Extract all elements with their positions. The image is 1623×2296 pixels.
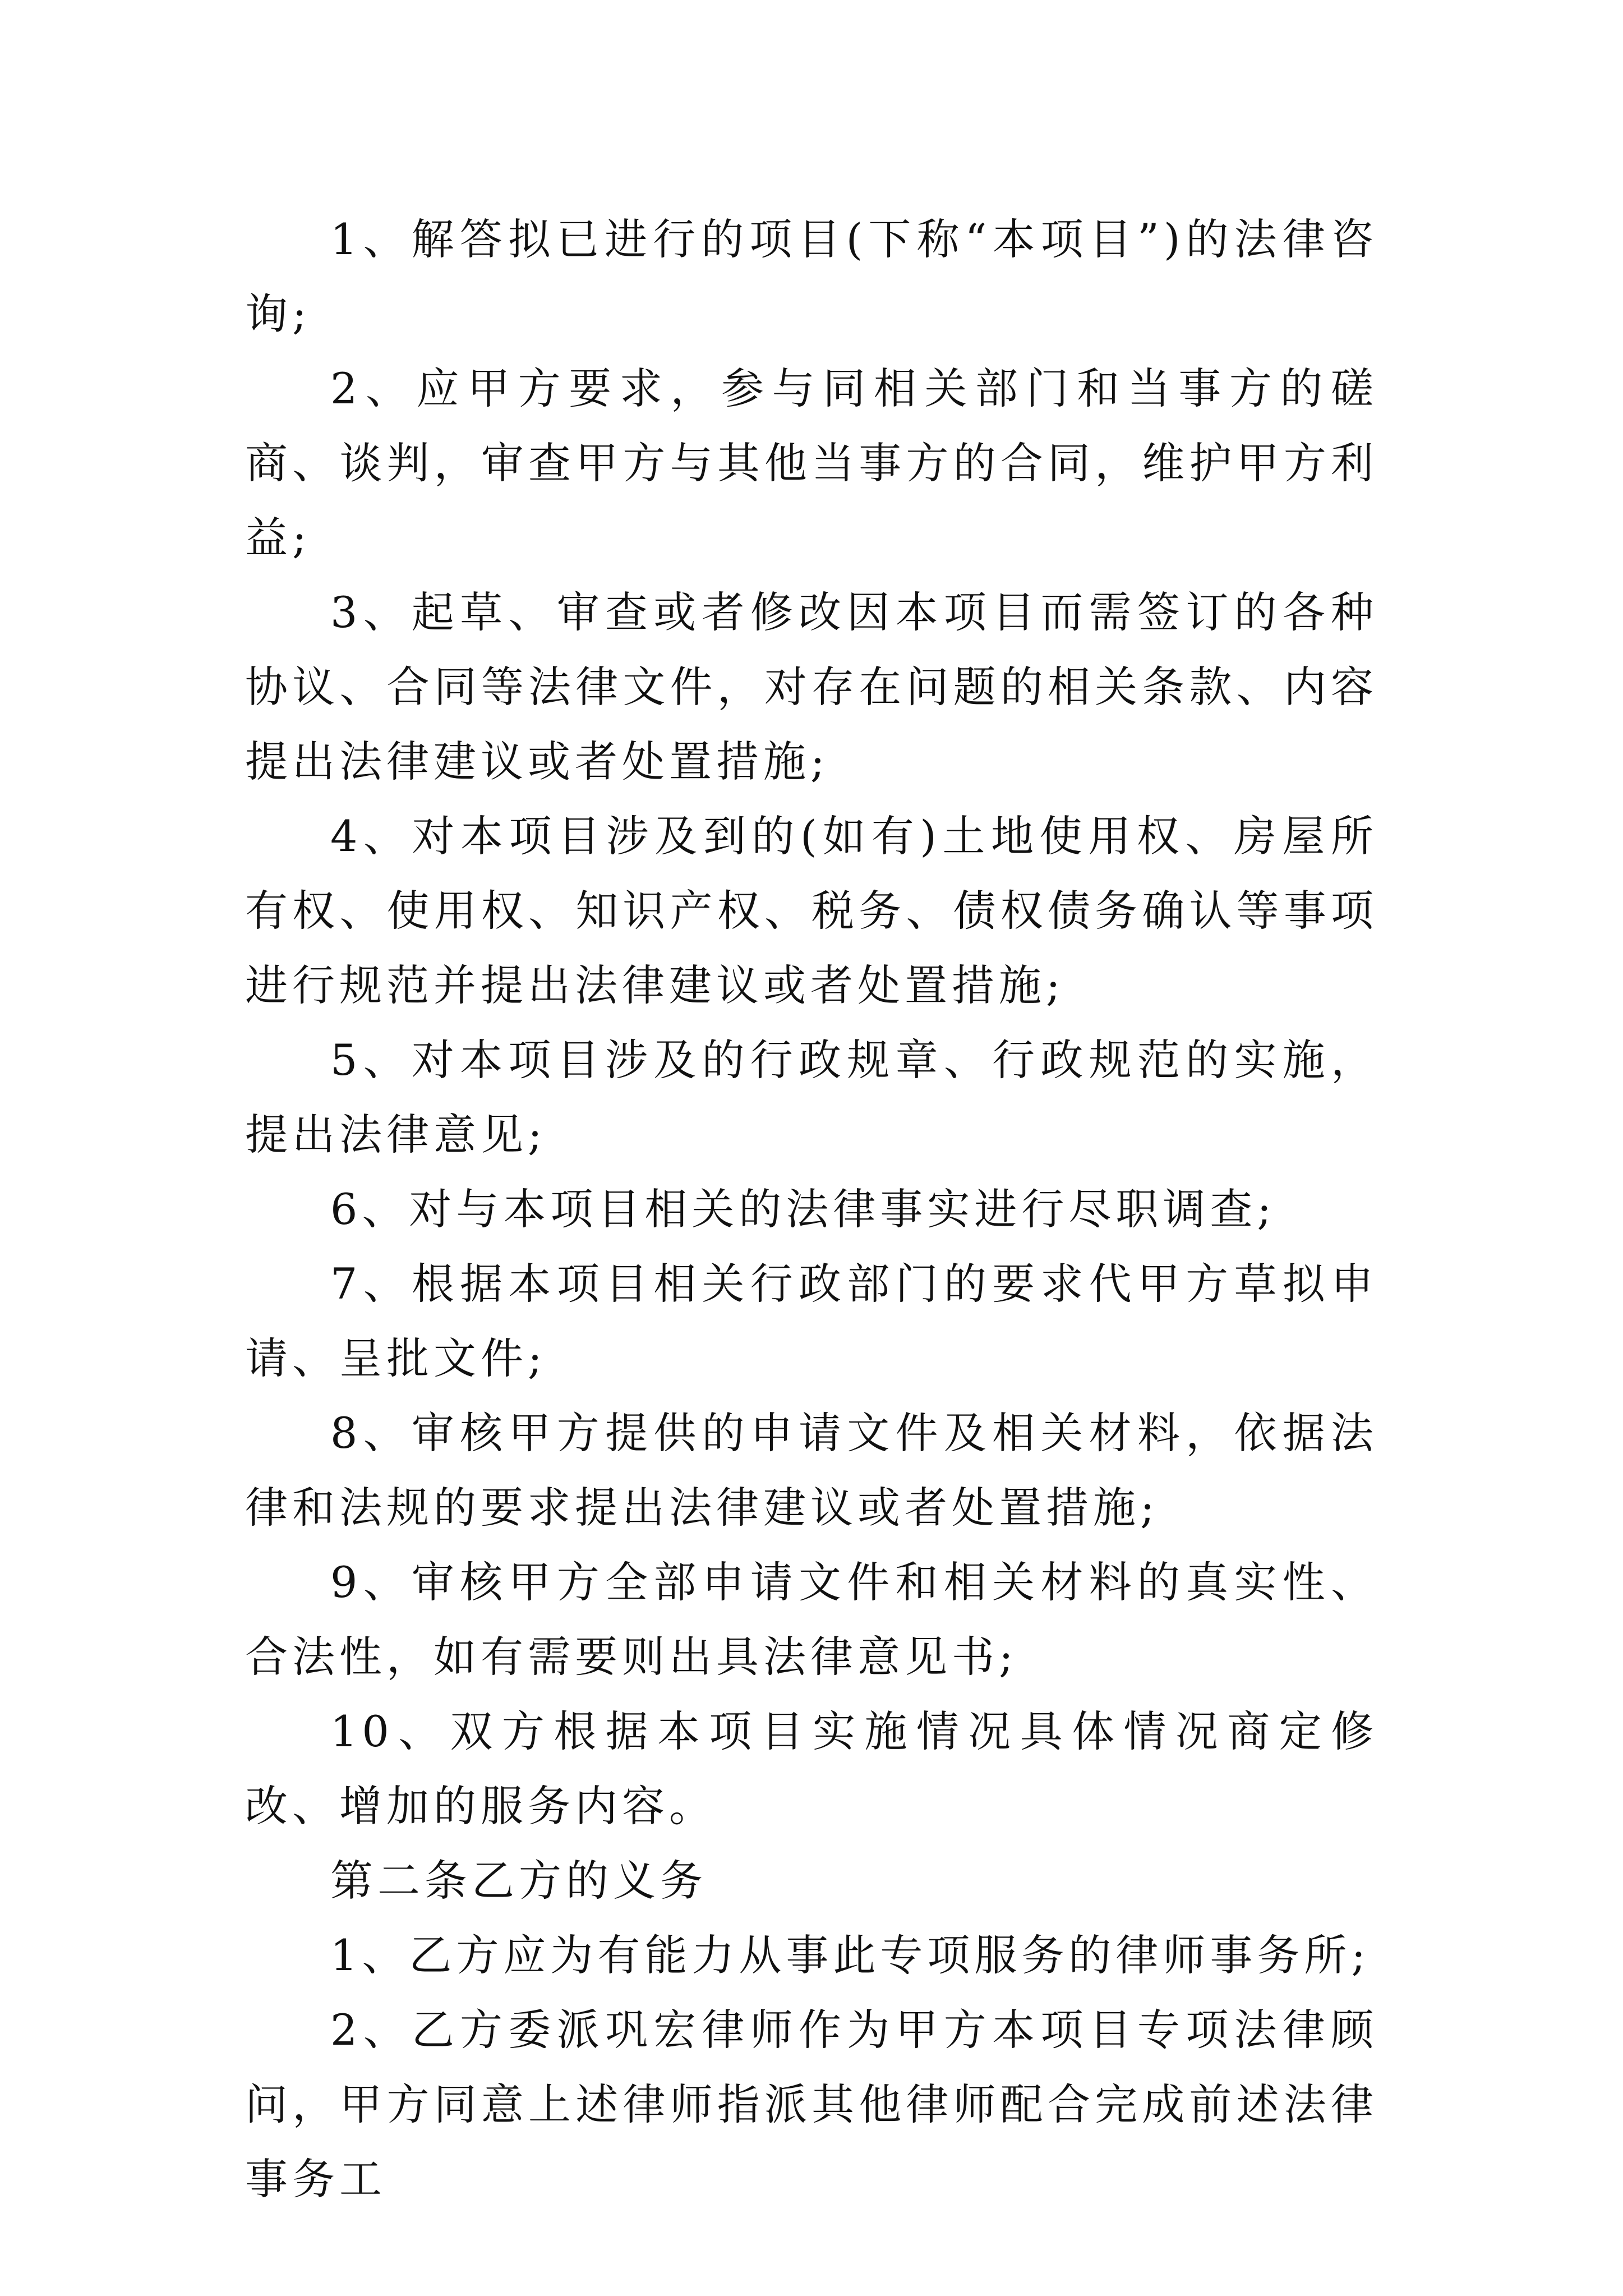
paragraph-item-2: 2、应甲方要求，参与同相关部门和当事方的磋商、谈判，审查甲方与其他当事方的合同，维护甲方利益; <box>245 364 1378 563</box>
paragraph-item-1: 1、解答拟已进行的项目(下称“本项目”)的法律咨询; <box>245 214 1378 339</box>
paragraph-item-8: 8、审核甲方提供的申请文件及相关材料，依据法律和法规的要求提出法律建议或者处置措施; <box>245 1408 1378 1533</box>
paragraph-item-5: 5、对本项目涉及的行政规章、行政规范的实施，提出法律意见; <box>245 1035 1378 1159</box>
paragraph-item-9: 9、审核甲方全部申请文件和相关材料的真实性、合法性，如有需要则出具法律意见书; <box>245 1557 1378 1682</box>
paragraph-obligation-1: 1、乙方应为有能力从事此专项服务的律师事务所; <box>330 1930 1370 1980</box>
paragraph-item-6: 6、对与本项目相关的法律事实进行尽职调查; <box>330 1184 1276 1234</box>
paragraph-item-4: 4、对本项目涉及到的(如有)土地使用权、房屋所有权、使用权、知识产权、税务、债权债务确认等事项进行规范并提出法律建议或者处置措施; <box>245 811 1378 1010</box>
paragraph-obligation-2: 2、乙方委派巩宏律师作为甲方本项目专项法律顾问，甲方同意上述律师指派其他律师配合完成前述法律事务工 <box>245 2005 1378 2204</box>
document-body <box>245 202 1378 2216</box>
paragraph-item-10: 10、双方根据本项目实施情况具体情况商定修改、增加的服务内容。 <box>245 1706 1378 1831</box>
paragraph-item-7: 7、根据本项目相关行政部门的要求代甲方草拟申请、呈批文件; <box>245 1259 1378 1383</box>
section-heading: 第二条乙方的义务 <box>330 1856 707 1906</box>
paragraph-item-3: 3、起草、审查或者修改因本项目而需签订的各种协议、合同等法律文件，对存在问题的相关条款、内容提出法律建议或者处置措施; <box>245 587 1378 786</box>
